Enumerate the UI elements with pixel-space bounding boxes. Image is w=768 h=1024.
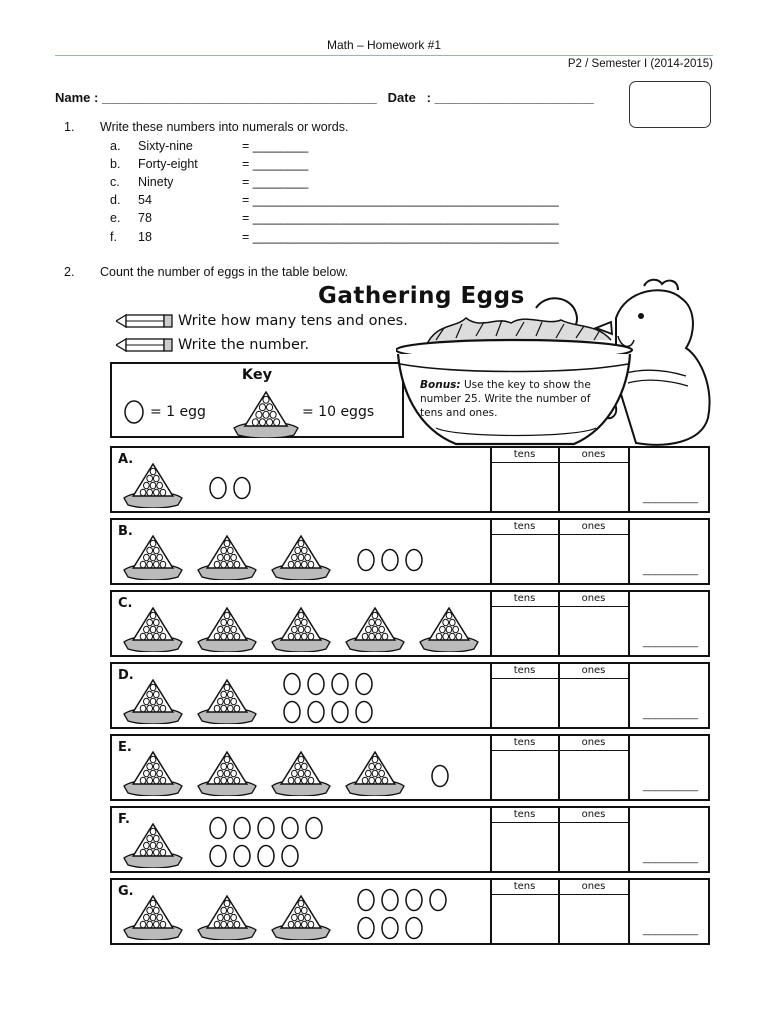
score-box[interactable] xyxy=(629,81,711,128)
egg-icon xyxy=(330,672,350,696)
date-label: Date xyxy=(387,90,416,105)
number-answer-blank[interactable]: _________ xyxy=(642,492,698,504)
row-letter: C. xyxy=(118,596,133,611)
egg-pile-icon xyxy=(196,534,258,580)
row-letter: E. xyxy=(118,740,132,755)
item-answer-blank[interactable]: = ________ xyxy=(242,139,309,153)
row-letter: B. xyxy=(118,524,133,539)
egg-icon xyxy=(304,816,324,840)
bonus-label: Bonus: xyxy=(420,379,461,391)
bonus-text xyxy=(420,378,605,420)
question-2-number: 2. xyxy=(64,265,75,279)
egg-pile-icon xyxy=(196,894,258,940)
table-row xyxy=(110,446,710,513)
egg-pile-icon xyxy=(270,606,332,652)
ones-answer-cell[interactable] xyxy=(560,536,626,583)
egg-icon xyxy=(232,816,252,840)
egg-icon xyxy=(404,888,424,912)
egg-icon xyxy=(356,916,376,940)
egg-pile-icon xyxy=(196,678,258,724)
egg-pile-icon xyxy=(196,606,258,652)
item-text: 78 xyxy=(138,211,152,225)
ones-answer-cell[interactable] xyxy=(560,464,626,511)
number-answer-blank[interactable]: _________ xyxy=(642,780,698,792)
ones-header: ones xyxy=(559,520,628,535)
egg-icon xyxy=(208,476,228,500)
item-answer-blank[interactable]: = ________ xyxy=(242,175,309,189)
item-text: Ninety xyxy=(138,175,174,189)
column-divider xyxy=(628,664,630,727)
table-row xyxy=(110,806,710,873)
egg-icon xyxy=(208,844,228,868)
question-1-number: 1. xyxy=(64,120,75,134)
ones-header: ones xyxy=(559,448,628,463)
tens-answer-cell[interactable] xyxy=(492,824,556,871)
egg-icon xyxy=(256,816,276,840)
ones-header: ones xyxy=(559,808,628,823)
number-answer-blank[interactable]: _________ xyxy=(642,852,698,864)
key-ten-eggs: = 10 eggs xyxy=(302,404,375,420)
egg-pile-icon xyxy=(270,894,332,940)
table-row xyxy=(110,518,710,585)
header-rule xyxy=(55,55,713,56)
pencil-icon xyxy=(116,314,174,328)
column-divider xyxy=(628,736,630,799)
egg-icon xyxy=(356,548,376,572)
egg-pile-icon xyxy=(122,750,184,796)
egg-icon xyxy=(356,888,376,912)
column-divider xyxy=(628,880,630,943)
egg-pile-icon xyxy=(232,390,300,438)
egg-icon xyxy=(428,888,448,912)
question-1-prompt: Write these numbers into numerals or words. xyxy=(100,120,349,134)
item-letter: d. xyxy=(110,193,121,207)
egg-icon xyxy=(208,816,228,840)
egg-icon xyxy=(232,476,252,500)
row-letter: F. xyxy=(118,812,130,827)
tens-header: tens xyxy=(491,448,558,463)
tens-header: tens xyxy=(491,520,558,535)
ones-header: ones xyxy=(559,592,628,607)
tens-header: tens xyxy=(491,592,558,607)
egg-icon xyxy=(306,672,326,696)
item-text: Sixty-nine xyxy=(138,139,193,153)
egg-icon xyxy=(404,916,424,940)
tens-header: tens xyxy=(491,808,558,823)
egg-icon xyxy=(256,844,276,868)
ones-answer-cell[interactable] xyxy=(560,608,626,655)
egg-pile-icon xyxy=(122,822,184,868)
column-divider xyxy=(628,448,630,511)
ones-header: ones xyxy=(559,736,628,751)
question-2 xyxy=(64,265,348,279)
egg-icon xyxy=(354,700,374,724)
item-answer-blank[interactable]: = ____________________________________________ xyxy=(242,230,559,244)
name-label: Name xyxy=(55,90,91,105)
egg-icon xyxy=(404,548,424,572)
tens-answer-cell[interactable] xyxy=(492,680,556,727)
item-text: Forty-eight xyxy=(138,157,198,171)
row-letter: G. xyxy=(118,884,134,899)
date-field[interactable]: ______________________ xyxy=(434,90,594,105)
egg-icon xyxy=(306,700,326,724)
egg-icon xyxy=(280,844,300,868)
tens-answer-cell[interactable] xyxy=(492,752,556,799)
item-text: 18 xyxy=(138,230,152,244)
item-text: 54 xyxy=(138,193,152,207)
tens-header: tens xyxy=(491,736,558,751)
tens-answer-cell[interactable] xyxy=(492,464,556,511)
egg-pile-icon xyxy=(344,606,406,652)
egg-pile-icon xyxy=(122,894,184,940)
item-letter: b. xyxy=(110,157,121,171)
item-letter: f. xyxy=(110,230,117,244)
bonus-body: Use the key to show the number 25. Write the number of tens and ones. xyxy=(420,379,591,419)
item-answer-blank[interactable]: = ____________________________________________ xyxy=(242,193,559,207)
table-row xyxy=(110,662,710,729)
name-date-row: Name : ______________________________________ Date : ______________________ xyxy=(55,90,594,105)
ones-header: ones xyxy=(559,880,628,895)
egg-icon xyxy=(282,700,302,724)
row-letter: D. xyxy=(118,668,134,683)
egg-icon xyxy=(330,700,350,724)
egg-pile-icon xyxy=(196,750,258,796)
page-title: Math – Homework #1 xyxy=(326,38,442,52)
egg-icon xyxy=(380,888,400,912)
number-answer-blank[interactable]: _________ xyxy=(642,708,698,720)
instruction-tens-ones: Write how many tens and ones. xyxy=(178,313,408,329)
item-letter: a. xyxy=(110,139,121,153)
egg-icon xyxy=(282,672,302,696)
egg-pile-icon xyxy=(122,678,184,724)
number-answer-blank[interactable]: _________ xyxy=(642,924,698,936)
tens-answer-cell[interactable] xyxy=(492,536,556,583)
item-answer-blank[interactable]: = ____________________________________________ xyxy=(242,211,559,225)
ones-answer-cell[interactable] xyxy=(560,824,626,871)
key-box xyxy=(110,362,404,438)
ones-answer-cell[interactable] xyxy=(560,680,626,727)
egg-pile-icon xyxy=(344,750,406,796)
semester-label: P2 / Semester I (2014-2015) xyxy=(567,58,713,70)
item-letter: c. xyxy=(110,175,120,189)
key-title: Key xyxy=(241,367,273,383)
egg-icon xyxy=(123,400,145,424)
egg-pile-icon xyxy=(418,606,480,652)
egg-icon xyxy=(430,764,450,788)
egg-icon xyxy=(354,672,374,696)
egg-pile-icon xyxy=(270,534,332,580)
column-divider xyxy=(628,520,630,583)
ones-header: ones xyxy=(559,664,628,679)
key-one-egg: = 1 egg xyxy=(150,404,206,420)
item-answer-blank[interactable]: = ________ xyxy=(242,157,309,171)
egg-icon xyxy=(280,816,300,840)
worksheet-title: Gathering Eggs xyxy=(318,283,525,309)
table-row xyxy=(110,590,710,657)
tens-header: tens xyxy=(491,880,558,895)
row-letter: A. xyxy=(118,452,134,467)
column-divider xyxy=(628,592,630,655)
table-row xyxy=(110,878,710,945)
tens-header: tens xyxy=(491,664,558,679)
number-answer-blank[interactable]: _________ xyxy=(642,636,698,648)
tens-answer-cell[interactable] xyxy=(492,608,556,655)
tens-answer-cell[interactable] xyxy=(492,896,556,943)
name-field[interactable]: ______________________________________ xyxy=(102,90,377,105)
question-1 xyxy=(64,120,348,134)
ones-answer-cell[interactable] xyxy=(560,752,626,799)
pencil-icon xyxy=(116,338,174,352)
egg-pile-icon xyxy=(122,534,184,580)
number-answer-blank[interactable]: _________ xyxy=(642,564,698,576)
egg-icon xyxy=(232,844,252,868)
egg-pile-icon xyxy=(270,750,332,796)
table-row xyxy=(110,734,710,801)
egg-pile-icon xyxy=(122,606,184,652)
instruction-number: Write the number. xyxy=(178,337,310,353)
item-letter: e. xyxy=(110,211,121,225)
egg-pile-icon xyxy=(122,462,184,508)
egg-icon xyxy=(380,548,400,572)
ones-answer-cell[interactable] xyxy=(560,896,626,943)
column-divider xyxy=(628,808,630,871)
basket-hen-illustration xyxy=(396,278,716,448)
question-2-prompt: Count the number of eggs in the table below. xyxy=(100,265,349,279)
egg-icon xyxy=(380,916,400,940)
